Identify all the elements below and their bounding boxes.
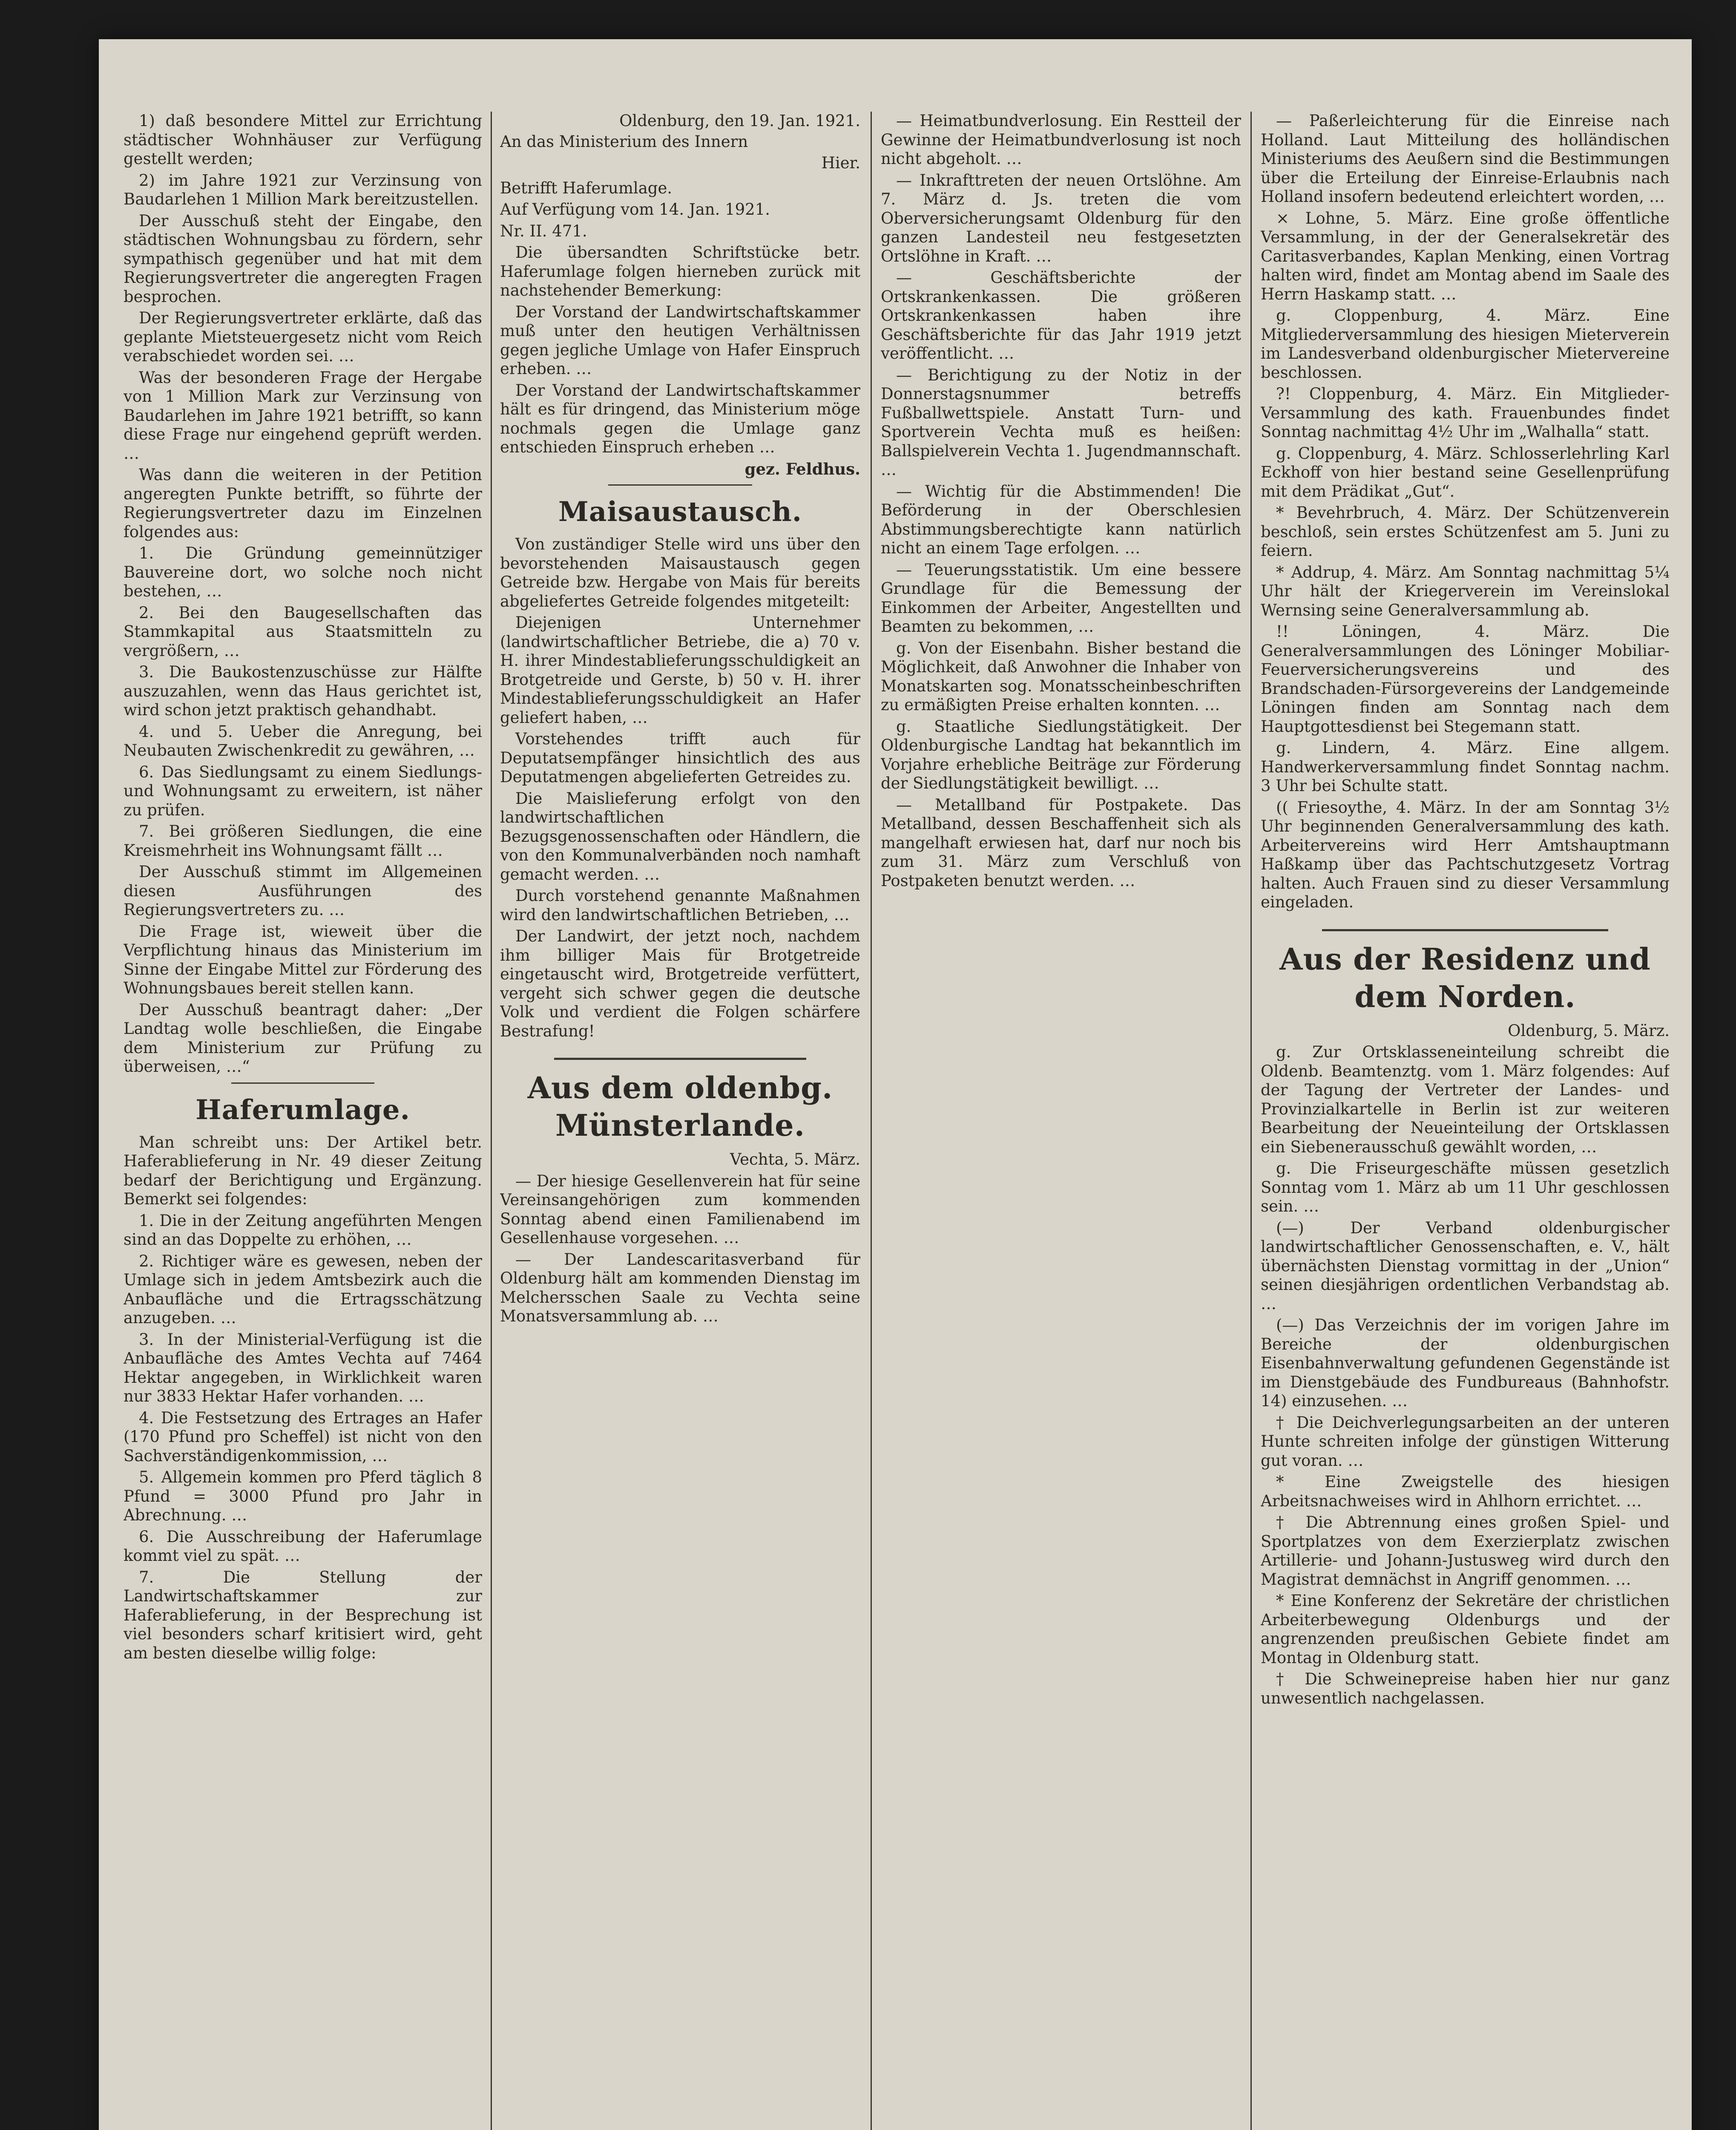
column-3 (881, 112, 1241, 2130)
column-4 (1261, 112, 1670, 2130)
paragraph: † Die Schweinepreise haben hier nur ganz unwesentlich nachgelassen. (1261, 1670, 1670, 1707)
paragraph: — Der hiesige Gesellenverein hat für seine Vereinsangehörigen zum kommenden Sonntag abend einen Familienabend im Gesellenhause vorgesehen. … (500, 1172, 860, 1247)
paragraph: * Eine Zweigstelle des hiesigen Arbeitsnachweises wird in Ahlhorn errichtet. … (1261, 1473, 1670, 1510)
section-heading: Maisaustausch. (558, 496, 802, 528)
column-rule (871, 112, 872, 2130)
paragraph: — Teuerungsstatistik. Um eine bessere Grundlage für die Bemessung der Einkommen der Arbeiter, Angestellten und Beamten zu bekommen, … (881, 560, 1241, 636)
letter-place: Hier. (821, 154, 860, 172)
paragraph: 2. Bei den Baugesellschaften das Stammkapital aus Staatsmitteln zu vergrößern, … (124, 603, 482, 660)
letter-reference: Auf Verfügung vom 14. Jan. 1921. (500, 200, 770, 219)
paragraph: Vorstehendes trifft auch für Deputatsempfänger hinsichtlich des aus Deputatmengen abgelieferten Getreides zu. (500, 730, 860, 786)
paragraph: Man schreibt uns: Der Artikel betr. Haferablieferung in Nr. 49 dieser Zeitung bedarf der Berichtigung und Ergänzung. Bemerkt sei folgendes: (124, 1133, 482, 1208)
paragraph: ?! Cloppenburg, 4. März. Ein Mitglieder-Versammlung des kath. Frauenbundes findet Sonntag nachmittag 4½ Uhr im „Walhalla“ statt. (1261, 385, 1670, 441)
paragraph: Die übersandten Schriftstücke betr. Haferumlage folgen hierneben zurück mit nachstehender Bemerkung: (500, 243, 860, 299)
paragraph: 4. Die Festsetzung des Ertrages an Hafer (170 Pfund pro Scheffel) ist nicht von den Sachverständigenkommission, … (124, 1408, 482, 1465)
paragraph: Der Vorstand der Landwirtschaftskammer muß unter den heutigen Verhältnissen gegen jegliche Umlage von Hafer Einspruch erheben. … (500, 302, 860, 378)
column-rule (491, 112, 492, 2130)
paragraph: 3. In der Ministerial-Verfügung ist die Anbaufläche des Amtes Vechta auf 7464 Hektar angegeben, in Wirklichkeit waren nur 3833 Hektar Hafer vorhanden. … (124, 1330, 482, 1405)
paragraph: — Der Landescaritasverband für Oldenburg hält am kommenden Dienstag im Melchersschen Saale zu Vechta seine Monatsversammlung ab. … (500, 1250, 860, 1325)
paragraph: × Lohne, 5. März. Eine große öffentliche Versammlung, in der der Generalsekretär des Caritasverbandes, Kaplan Menking, einen Vortrag halten wird, findet am Montag abend im Saale des Herrn Haskamp statt. … (1261, 209, 1670, 303)
paragraph: — Inkrafttreten der neuen Ortslöhne. Am 7. März d. Js. treten die vom Oberversicherungsamt Oldenburg für den ganzen Landesteil neu festgesetzten Ortslöhne in Kraft. … (881, 171, 1241, 265)
paragraph: 1. Die Gründung gemeinnütziger Bauvereine dort, wo solche noch nicht bestehen, … (124, 544, 482, 600)
paragraph: Was der besonderen Frage der Hergabe von 1 Million Mark zur Verzinsung von Baudarlehen im Jahre 1921 betrifft, so kann diese Frage nur eingehend geprüft werden. … (124, 368, 482, 463)
section-heading: Haferumlage. (195, 1094, 410, 1126)
section-divider (231, 1082, 375, 1084)
paragraph: † Die Deichverlegungsarbeiten an der unteren Hunte schreiten infolge der günstigen Witterung gut voran. … (1261, 1413, 1670, 1470)
paragraph: * Eine Konferenz der Sekretäre der christlichen Arbeiterbewegung Oldenburgs und der angrenzenden preußischen Gebiete findet am Montag in Oldenburg statt. (1261, 1592, 1670, 1667)
paragraph: 1) daß besondere Mittel zur Errichtung städtischer Wohnhäuser zur Verfügung gestellt werden; (124, 112, 482, 168)
letter-number: Nr. II. 471. (500, 222, 587, 240)
letter-signature: gez. Feldhus. (744, 459, 860, 478)
paragraph: — Heimatbundverlosung. Ein Restteil der Gewinne der Heimatbundverlosung ist noch nicht abgeholt. … (881, 112, 1241, 168)
letter-dateline: Oldenburg, den 19. Jan. 1921. (619, 112, 860, 130)
paragraph: * Addrup, 4. März. Am Sonntag nachmittag 5¼ Uhr hält der Kriegerverein im Vereinslokal Wernsing seine Generalversammlung ab. (1261, 563, 1670, 619)
paragraph: 6. Die Ausschreibung der Haferumlage kommt viel zu spät. … (124, 1527, 482, 1565)
paragraph: Die Frage ist, wieweit über die Verpflichtung hinaus das Ministerium im Sinne der Eingabe Mittel zur Förderung des Wohnungsbaues bereit stellen kann. (124, 922, 482, 997)
section-dateline: Oldenburg, 5. März. (1508, 1021, 1670, 1040)
paragraph: !! Löningen, 4. März. Die Generalversammlungen des Löninger Mobiliar-Feuerversicherungsvereins und des Brandschaden-Fürsorgevereins der Landgemeinde Löningen finden am Sonntag nach dem Hauptgottesdienst bei Stegemann statt. (1261, 622, 1670, 736)
column-rule (1250, 112, 1252, 2130)
paragraph: — Berichtigung zu der Notiz in der Donnerstagsnummer betreffs Fußballwettspiele. Anstatt Turn- und Sportverein Vechta muß es heißen: Ballspielverein Vechta 1. Jugendmannschaft. … (881, 366, 1241, 479)
paragraph: g. Von der Eisenbahn. Bisher bestand die Möglichkeit, daß Anwohner die Inhaber von Monatskarten sog. Monatsscheinbeschriften zu ermäßigten Preise erhalten konnten. … (881, 639, 1241, 714)
letter-address: An das Ministerium des Innern (500, 132, 748, 151)
paragraph: Der Ausschuß steht der Eingabe, den städtischen Wohnungsbau zu fördern, sehr sympathisch gegenüber und hat mit dem Regierungsvertreter die angeregten Fragen besprochen. (124, 211, 482, 306)
section-divider (608, 484, 752, 486)
paragraph: Diejenigen Unternehmer (landwirtschaftlicher Betriebe, die a) 70 v. H. ihrer Mindestablieferungsschuldigkeit an Brotgetreide und Gerste, b) 50 v. H. ihrer Mindestablieferungsschuldigkeit an Hafer geliefert haben, … (500, 613, 860, 727)
paragraph: 4. und 5. Ueber die Anregung, bei Neubauten Zwischenkredit zu gewähren, … (124, 722, 482, 760)
section-divider (1322, 929, 1608, 931)
column-1 (124, 112, 482, 2130)
section-heading: Aus dem oldenbg. Münsterlande. (527, 1070, 833, 1143)
paragraph: g. Cloppenburg, 4. März. Schlosserlehrling Karl Eckhoff von hier bestand seine Gesellenprüfung mit dem Prädikat „Gut“. (1261, 444, 1670, 501)
letter-subject: Betrifft Haferumlage. (500, 178, 673, 197)
paragraph: — Wichtig für die Abstimmenden! Die Beförderung in der Oberschlesien Abstimmungsberechtigte kann natürlich nicht an einem Tage erfolgen. … (881, 482, 1241, 557)
paragraph: g. Lindern, 4. März. Eine allgem. Handwerkerversammlung findet Sonntag nachm. 3 Uhr bei Schulte statt. (1261, 739, 1670, 795)
paragraph: 7. Die Stellung der Landwirtschaftskammer zur Haferablieferung, in der Besprechung ist viel besonders scharf kritisiert wird, geht am besten dieselbe willig folge: (124, 1568, 482, 1662)
paragraph: 5. Allgemein kommen pro Pferd täglich 8 Pfund = 3000 Pfund pro Jahr in Abrechnung. … (124, 1468, 482, 1524)
paragraph: Der Regierungsvertreter erklärte, daß das geplante Mietsteuergesetz nicht vom Reich verabschiedet worden sei. … (124, 309, 482, 365)
section-dateline: Vechta, 5. März. (730, 1150, 860, 1169)
paragraph: g. Staatliche Siedlungstätigkeit. Der Oldenburgische Landtag hat bekanntlich im Vorjahre erhebliche Beiträge zur Förderung der Siedlungstätigkeit bewilligt. … (881, 717, 1241, 792)
paragraph: Der Ausschuß stimmt im Allgemeinen diesen Ausführungen des Regierungsvertreters zu. … (124, 863, 482, 919)
paragraph: g. Die Friseurgeschäfte müssen gesetzlich Sonntag vom 1. März ab um 11 Uhr geschlossen sein. … (1261, 1159, 1670, 1215)
paragraph: Von zuständiger Stelle wird uns über den bevorstehenden Maisaustausch gegen Getreide bzw. Hergabe von Mais für bereits abgeliefertes Getreide folgendes mitgeteilt: (500, 535, 860, 610)
paragraph: g. Cloppenburg, 4. März. Eine Mitgliederversammlung des hiesigen Mieterverein im Landesverband oldenburgischer Mietervereine beschlossen. (1261, 306, 1670, 382)
paragraph: (—) Das Verzeichnis der im vorigen Jahre im Bereiche der oldenburgischen Eisenbahnverwaltung gefundenen Gegenstände ist im Dienstgebäude des Fundbureaus (Bahnhofstr. 14) einzusehen. … (1261, 1316, 1670, 1410)
paragraph: 1. Die in der Zeitung angeführten Mengen sind an das Doppelte zu erhöhen, … (124, 1211, 482, 1249)
paragraph: * Bevehrbruch, 4. März. Der Schützenverein beschloß, sein erstes Schützenfest am 5. Juni zu feiern. (1261, 504, 1670, 560)
paragraph: Der Landwirt, der jetzt noch, nachdem ihm billiger Mais für Brotgetreide eingetauscht wird, Brotgetreide verfüttert, vergeht sich schwer gegen die deutsche Volk und verdient die Folgen schärfere Bestrafung! (500, 927, 860, 1040)
paragraph: 6. Das Siedlungsamt zu einem Siedlungs- und Wohnungsamt zu erweitern, ist näher zu prüfen. (124, 763, 482, 819)
newspaper-page (99, 39, 1692, 2130)
section-heading: Aus der Residenz und dem Norden. (1279, 941, 1651, 1014)
paragraph: g. Zur Ortsklasseneinteilung schreibt die Oldenb. Beamtenztg. vom 1. März folgendes: Auf der Tagung der Vertreter der Landes- und Provinzialkartelle in Berlin ist zur weiteren Bearbeitung der Neueinteilung der Ortsklassen ein Siebenerausschuß gewählt worden, … (1261, 1043, 1670, 1156)
paragraph: 2) im Jahre 1921 zur Verzinsung von Baudarlehen 1 Million Mark bereitzustellen. (124, 171, 482, 208)
paragraph: 2. Richtiger wäre es gewesen, neben der Umlage sich in jedem Amtsbezirk auch die Anbaufläche und die Ertragsschätzung anzugeben. … (124, 1252, 482, 1327)
paragraph: Was dann die weiteren in der Petition angeregten Punkte betrifft, so führte der Regierungsvertreter dazu im Einzelnen folgendes aus: (124, 466, 482, 541)
paragraph: Der Ausschuß beantragt daher: „Der Landtag wolle beschließen, die Eingabe dem Ministerium zur Prüfung zu überweisen, …“ (124, 1000, 482, 1076)
paragraph: 7. Bei größeren Siedlungen, die eine Kreismehrheit ins Wohnungsamt fällt … (124, 822, 482, 860)
paragraph: (—) Der Verband oldenburgischer landwirtschaftlicher Genossenschaften, e. V., hält übernächsten Dienstag vormittag in der „Union“ seinen diesjährigen ordentlichen Verbandstag ab. … (1261, 1218, 1670, 1313)
paragraph: 3. Die Baukostenzuschüsse zur Hälfte auszuzahlen, wenn das Haus gerichtet ist, wird schon jetzt praktisch gehandhabt. (124, 663, 482, 719)
paragraph: — Geschäftsberichte der Ortskrankenkassen. Die größeren Ortskrankenkassen haben ihre Geschäftsberichte für das Jahr 1919 jetzt veröffentlicht. … (881, 268, 1241, 363)
paragraph: † Die Abtrennung eines großen Spiel- und Sportplatzes von dem Exerzierplatz zwischen Artillerie- und Johann-Justusweg wird durch den Magistrat demnächst in Angriff genommen. … (1261, 1513, 1670, 1589)
paragraph: Der Vorstand der Landwirtschaftskammer hält es für dringend, das Ministerium möge nochmals gegen die Umlage ganz entschieden Einspruch erheben … (500, 381, 860, 456)
paragraph: Durch vorstehend genannte Maßnahmen wird den landwirtschaftlichen Betrieben, … (500, 887, 860, 924)
paragraph: — Paßerleichterung für die Einreise nach Holland. Laut Mitteilung des holländischen Ministeriums des Aeußern sind die Bestimmungen über die Erteilung der Einreise-Erlaubnis nach Holland insofern bedeutend erleichtert worden, … (1261, 112, 1670, 206)
paragraph: — Metallband für Postpakete. Das Metallband, dessen Beschaffenheit sich als mangelhaft erwiesen hat, darf nur noch bis zum 31. März zum Verschluß von Postpaketen benutzt werden. … (881, 795, 1241, 890)
section-divider (554, 1058, 806, 1060)
paragraph: (( Friesoythe, 4. März. In der am Sonntag 3½ Uhr beginnenden Generalversammlung des kath. Arbeitervereins wird Herr Amtshauptmann Haßkamp über das Pachtschutzgesetz Vortrag halten. Auch Frauen sind zu dieser Versammlung eingeladen. (1261, 798, 1670, 911)
column-2 (500, 112, 860, 2130)
paragraph: Die Maislieferung erfolgt von den landwirtschaftlichen Bezugsgenossenschaften oder Händlern, die von den Kommunalverbänden noch namhaft gemacht werden. … (500, 789, 860, 884)
